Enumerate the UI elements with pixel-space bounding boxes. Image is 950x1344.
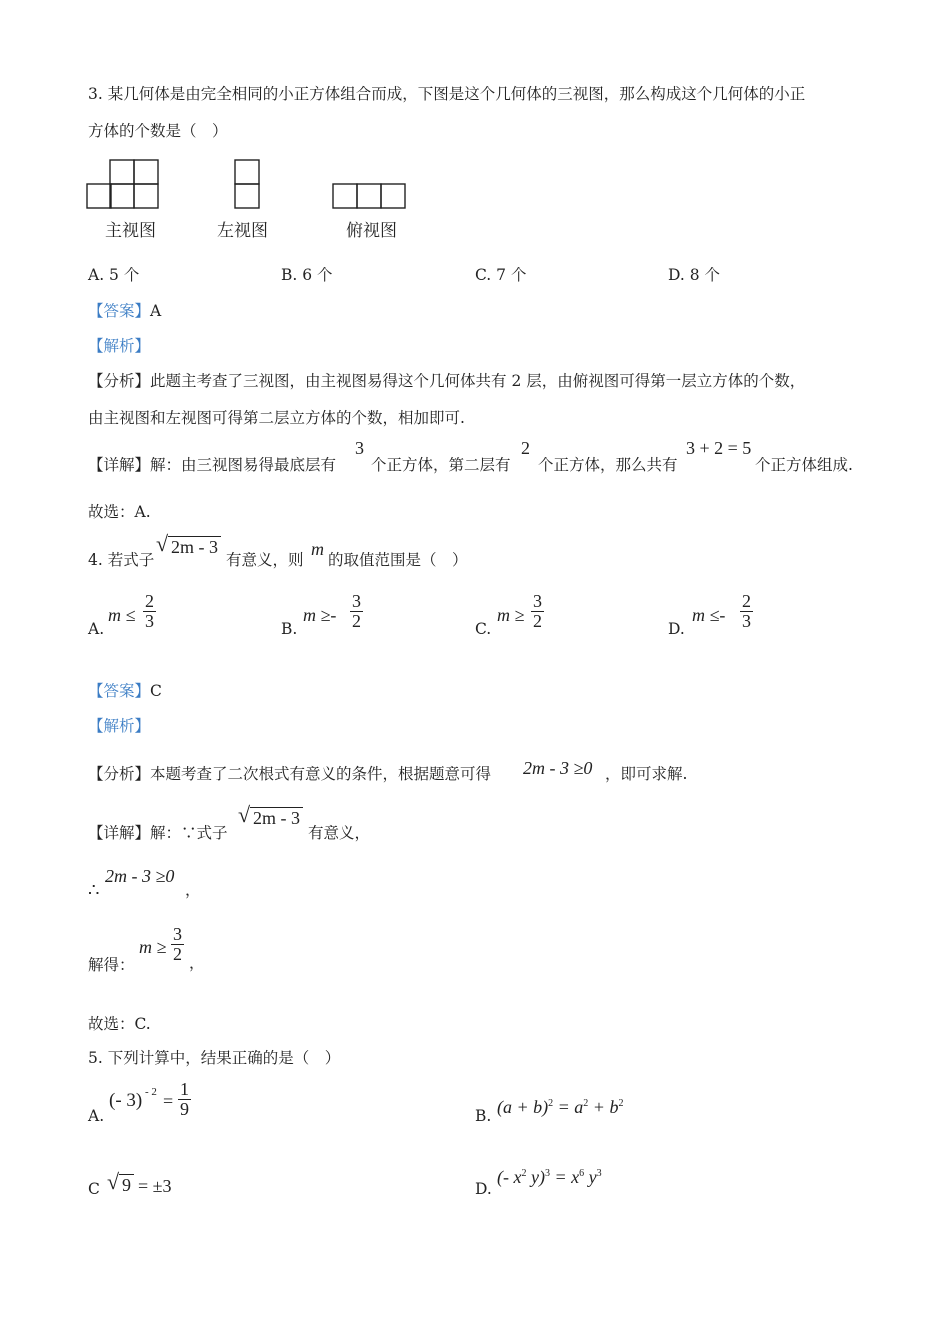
q4-opt-b-label: B. bbox=[281, 620, 298, 638]
detail-text-a: 解：由三视图易得最底层有 bbox=[150, 456, 337, 474]
fenxi-tag: 【分析】 bbox=[88, 372, 151, 390]
opt-d-exp: 3 bbox=[544, 1168, 550, 1179]
frac-den: 3 bbox=[145, 610, 154, 631]
q5-opt-a-base: (- 3) bbox=[109, 1090, 143, 1111]
fenxi-tag: 【分析】 bbox=[88, 765, 151, 783]
q5-opt-c-label: C bbox=[88, 1180, 100, 1198]
opt-b-rhs-exp2: 2 bbox=[618, 1098, 624, 1109]
q4-stem-b: 有意义，则 bbox=[226, 551, 304, 569]
q3-detail-d: 个正方体组成. bbox=[755, 456, 853, 474]
opt-b-rhs-exp1: 2 bbox=[583, 1098, 589, 1109]
left-view-figure bbox=[234, 159, 262, 211]
opt-d-lhs-exp: 2 bbox=[521, 1168, 527, 1179]
answer-tag: 【答案】 bbox=[88, 302, 151, 320]
q3-detail-n2: 2 bbox=[521, 438, 530, 458]
q5-stem: 5. 下列计算中，结果正确的是（ ） bbox=[88, 1049, 341, 1067]
frac-den: 2 bbox=[352, 610, 361, 631]
frac-den: 2 bbox=[533, 610, 542, 631]
q4-stem-a: 4. 若式子 bbox=[88, 551, 155, 569]
q3-detail-eq: 3 + 2 = 5 bbox=[686, 438, 752, 458]
q4-detail bbox=[88, 821, 228, 843]
frac-num: 3 bbox=[173, 924, 182, 944]
q3-detail-c: 个正方体，那么共有 bbox=[538, 456, 678, 474]
frac-num: 2 bbox=[742, 591, 751, 611]
q4-opt-a-frac bbox=[143, 592, 156, 631]
frac-den: 9 bbox=[180, 1098, 189, 1119]
q3-detail bbox=[88, 453, 336, 475]
front-view-figure bbox=[86, 159, 162, 211]
q4-var: m bbox=[311, 539, 324, 559]
frac-den: 3 bbox=[742, 610, 751, 631]
answer-tag: 【答案】 bbox=[88, 682, 151, 700]
opt-d-rhs-exp1: 6 bbox=[579, 1168, 585, 1179]
q3-fenxi-line1 bbox=[88, 369, 805, 391]
frac-num: 2 bbox=[145, 591, 154, 611]
q4-opt-c-frac bbox=[531, 592, 544, 631]
frac-den: 2 bbox=[173, 943, 182, 964]
detail-text: 解：∵式子 bbox=[150, 824, 228, 842]
q4-radical: √ 2m - 3 bbox=[156, 537, 221, 558]
top-view-caption: 俯视图 bbox=[346, 221, 397, 241]
frac-num: 3 bbox=[533, 591, 542, 611]
q4-solve-frac bbox=[171, 925, 184, 964]
q3-stem-line2: 方体的个数是（ ） bbox=[88, 122, 228, 140]
q4-analysis-tag: 【解析】 bbox=[88, 717, 151, 735]
q4-opt-b-rel: m ≥- bbox=[303, 605, 337, 625]
q4-therefore-ineq: 2m - 3 ≥0 bbox=[105, 866, 175, 886]
opt-d-rhs-b: y bbox=[584, 1167, 597, 1187]
q3-option-b: B. 6 个 bbox=[281, 266, 333, 284]
q4-opt-a-rel: m ≤ bbox=[108, 605, 136, 625]
q4-detail-radical: √ 2m - 3 bbox=[238, 808, 303, 829]
q5-opt-b-label: B. bbox=[475, 1107, 492, 1125]
answer-value: C bbox=[150, 682, 162, 700]
q4-solve-rel: m ≥ bbox=[139, 937, 167, 957]
opt-b-rhs-a: = a bbox=[557, 1097, 584, 1117]
opt-d-rhs-exp2: 3 bbox=[596, 1168, 602, 1179]
q3-stem-line1: 3. 某几何体是由完全相同的小正方体组合而成，下图是这个几何体的三视图，那么构成这个几何体的小正 bbox=[88, 85, 806, 103]
frac-num: 1 bbox=[180, 1079, 189, 1099]
q4-solve-label: 解得： bbox=[88, 956, 135, 974]
q3-analysis-tag: 【解析】 bbox=[88, 337, 151, 355]
q3-detail-b: 个正方体，第二层有 bbox=[371, 456, 511, 474]
q4-detail-radicand: 2m - 3 bbox=[250, 807, 303, 828]
q4-opt-d-rel: m ≤- bbox=[692, 605, 726, 625]
fenxi-text: 此题主考查了三视图，由主视图易得这个几何体共有 2 层，由俯视图可得第一层立方体的个数， bbox=[150, 372, 806, 390]
q4-answer bbox=[88, 679, 162, 701]
q4-choose: 故选：C. bbox=[88, 1015, 151, 1033]
left-view-caption: 左视图 bbox=[217, 221, 268, 241]
fenxi-text: 本题考查了二次根式有意义的条件，根据题意可得 bbox=[150, 765, 492, 783]
q3-option-d: D. 8 个 bbox=[668, 266, 721, 284]
q5-opt-b bbox=[497, 1097, 623, 1118]
opt-b-exp: 2 bbox=[548, 1098, 554, 1109]
opt-d-lhs-a: (- x bbox=[497, 1167, 522, 1187]
q5-opt-c-radical: √ 9 bbox=[107, 1175, 134, 1196]
q4-stem-c: 的取值范围是（ ） bbox=[328, 551, 468, 569]
q5-opt-a-exp: - 2 bbox=[145, 1086, 157, 1098]
q4-fenxi-b: ，即可求解. bbox=[605, 765, 688, 783]
q4-fenxi bbox=[88, 762, 491, 784]
q3-option-c: C. 7 个 bbox=[475, 266, 527, 284]
opt-b-rhs-b: + b bbox=[588, 1097, 619, 1117]
frac-num: 3 bbox=[352, 591, 361, 611]
q4-opt-b-frac bbox=[350, 592, 363, 631]
opt-d-lhs-b: y) bbox=[526, 1167, 545, 1187]
q3-fenxi-line2: 由主视图和左视图可得第二层立方体的个数，相加即可. bbox=[88, 409, 465, 427]
detail-tag: 【详解】 bbox=[88, 456, 151, 474]
q3-option-a: A. 5 个 bbox=[88, 266, 140, 284]
q5-opt-d bbox=[497, 1167, 602, 1188]
opt-d-rhs-a: = x bbox=[554, 1167, 580, 1187]
q5-opt-a-eq: = bbox=[163, 1091, 174, 1111]
front-view-caption: 主视图 bbox=[105, 221, 156, 241]
q5-opt-c-rhs: = ±3 bbox=[138, 1176, 172, 1196]
opt-b-lhs: (a + b) bbox=[497, 1097, 549, 1117]
q4-comma2: ， bbox=[189, 954, 205, 972]
q4-opt-c-rel: m ≥ bbox=[497, 605, 525, 625]
therefore-symbol: ∴ bbox=[88, 880, 100, 901]
q5-opt-a-frac bbox=[178, 1080, 191, 1119]
q3-choose: 故选：A. bbox=[88, 503, 151, 521]
q3-answer bbox=[88, 299, 161, 321]
q3-detail-n1: 3 bbox=[355, 438, 364, 458]
detail-tag: 【详解】 bbox=[88, 824, 151, 842]
q4-opt-d-label: D. bbox=[668, 620, 685, 638]
q4-fenxi-ineq: 2m - 3 ≥0 bbox=[523, 758, 593, 778]
top-view-figure bbox=[332, 183, 408, 211]
q4-radicand: 2m - 3 bbox=[168, 536, 221, 557]
answer-value: A bbox=[150, 302, 162, 320]
q5-opt-a-label: A. bbox=[88, 1107, 105, 1125]
q4-detail-b: 有意义， bbox=[308, 824, 371, 842]
q4-comma1: ， bbox=[185, 881, 201, 899]
q4-opt-d-frac bbox=[740, 592, 753, 631]
q5-opt-c-radicand: 9 bbox=[119, 1174, 134, 1195]
q4-opt-a-label: A. bbox=[88, 620, 105, 638]
q5-opt-d-label: D. bbox=[475, 1180, 492, 1198]
q4-opt-c-label: C. bbox=[475, 620, 492, 638]
